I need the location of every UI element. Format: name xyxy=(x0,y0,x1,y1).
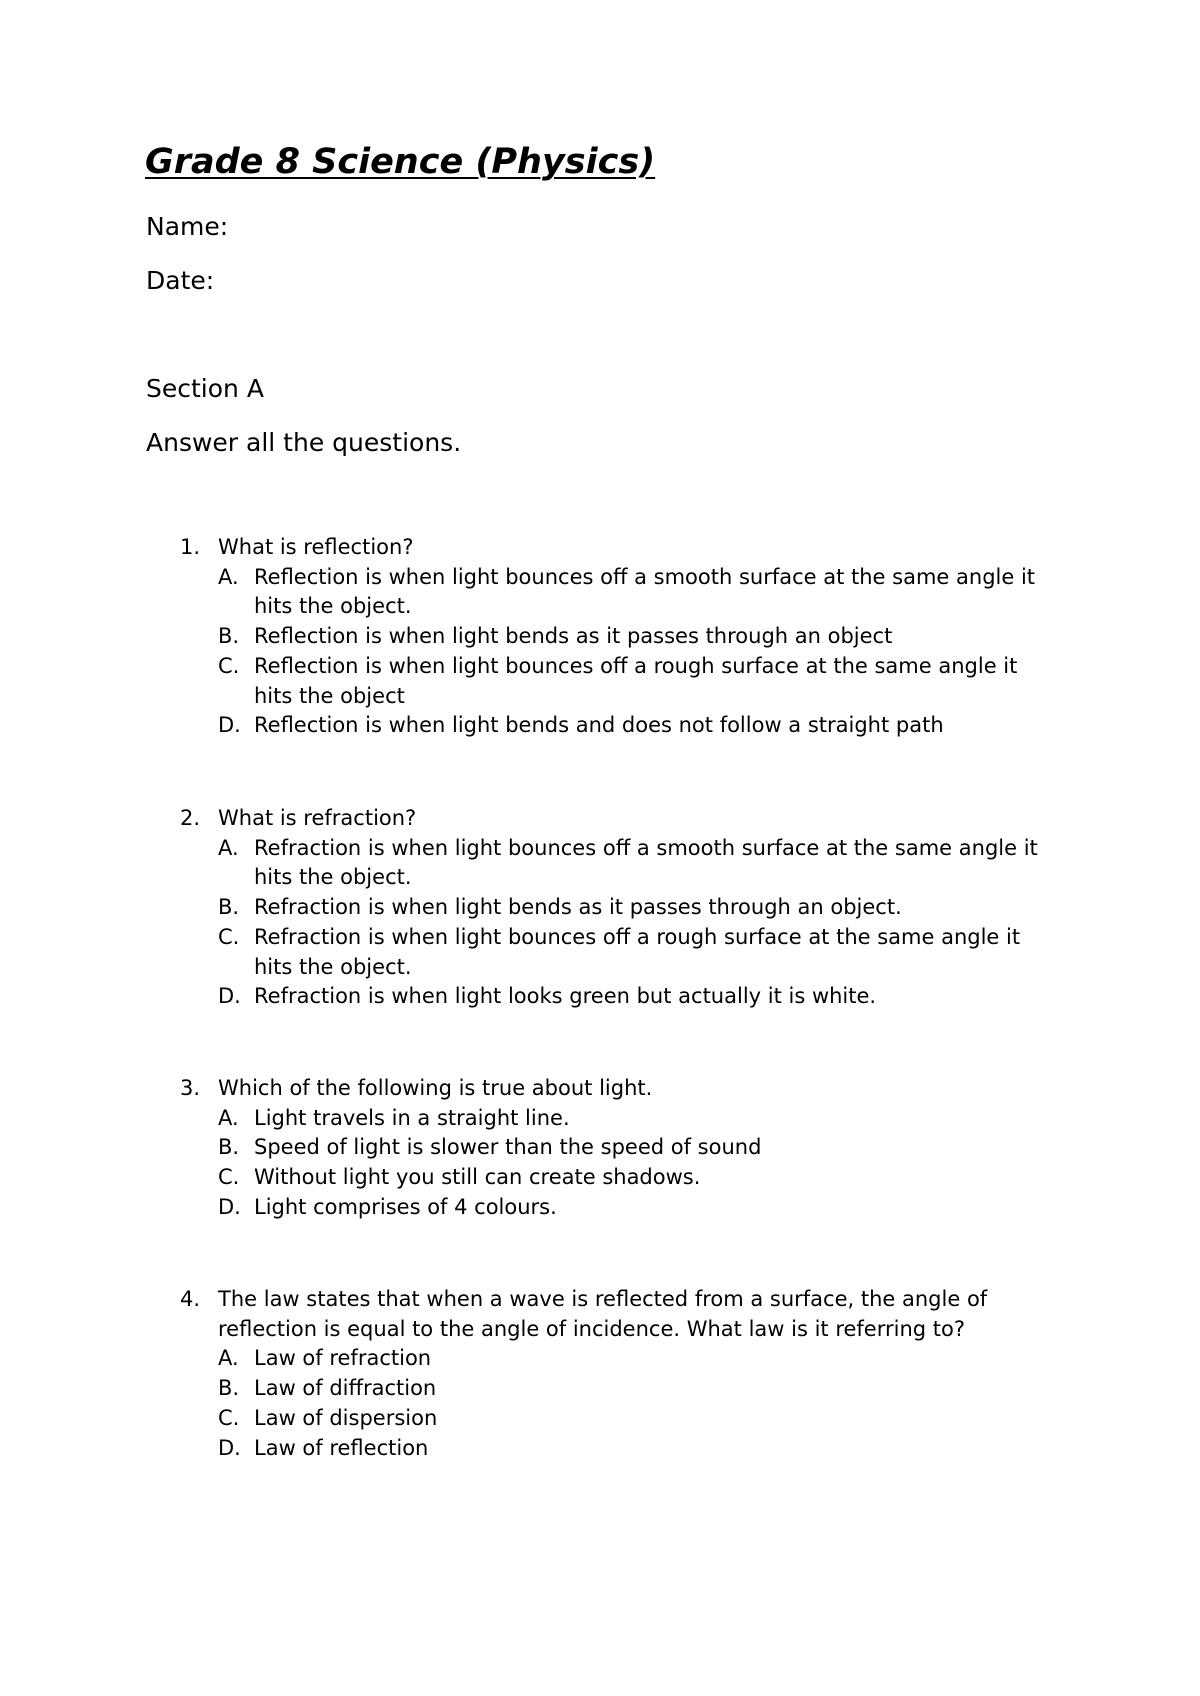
question-3 xyxy=(180,1074,1060,1223)
option-a xyxy=(218,563,1060,622)
option-text: Law of diffraction xyxy=(254,1376,437,1401)
option-a xyxy=(218,834,1060,893)
option-d xyxy=(218,1193,1060,1223)
option-text: Refraction is when light bounces off a smooth surface at the same angle it hits the object. xyxy=(254,835,1038,890)
option-text: Without light you still can create shadows. xyxy=(254,1165,701,1190)
page-title: Grade 8 Science (Physics) xyxy=(145,142,656,182)
option-letter: A. xyxy=(218,1346,239,1371)
option-letter: C. xyxy=(218,1405,240,1430)
option-text: Law of reflection xyxy=(254,1435,429,1460)
option-list xyxy=(218,563,1060,741)
option-letter: C. xyxy=(218,653,240,678)
option-text: Refraction is when light bounces off a rough surface at the same angle it hits the object. xyxy=(254,924,1021,979)
name-label: Name: xyxy=(146,212,229,241)
option-letter: C. xyxy=(218,1165,240,1190)
option-d xyxy=(218,711,1060,741)
option-b xyxy=(218,1133,1060,1163)
question-text: The law states that when a wave is reflected from a surface, the angle of reflection is equal to the angle of incidence. What law is it referring to? xyxy=(218,1287,988,1341)
option-letter: D. xyxy=(218,713,241,738)
option-text: Light comprises of 4 colours. xyxy=(254,1194,557,1219)
option-b xyxy=(218,1374,1060,1404)
option-letter: B. xyxy=(218,1376,240,1401)
option-c xyxy=(218,1163,1060,1193)
option-a xyxy=(218,1344,1060,1374)
option-letter: D. xyxy=(218,1194,241,1219)
option-a xyxy=(218,1104,1060,1134)
option-text: Speed of light is slower than the speed of sound xyxy=(254,1135,762,1160)
option-letter: B. xyxy=(218,1135,240,1160)
question-text: Which of the following is true about light. xyxy=(218,1076,653,1100)
option-letter: B. xyxy=(218,895,240,920)
option-letter: A. xyxy=(218,835,239,860)
option-letter: A. xyxy=(218,1105,239,1130)
option-text: Reflection is when light bounces off a rough surface at the same angle it hits the object xyxy=(254,653,1018,708)
question-number: 4. xyxy=(180,1287,201,1311)
option-text: Law of refraction xyxy=(254,1346,432,1371)
option-letter: A. xyxy=(218,564,239,589)
option-d xyxy=(218,1434,1060,1464)
option-list xyxy=(218,1104,1060,1223)
option-text: Reflection is when light bends as it passes through an object xyxy=(254,624,893,649)
question-number: 2. xyxy=(180,806,201,830)
option-text: Light travels in a straight line. xyxy=(254,1105,570,1130)
date-label: Date: xyxy=(146,266,215,295)
option-letter: B. xyxy=(218,624,240,649)
question-text: What is refraction? xyxy=(218,806,417,830)
question-number: 3. xyxy=(180,1076,201,1100)
instructions: Answer all the questions. xyxy=(146,428,462,457)
option-list xyxy=(218,1344,1060,1463)
question-4 xyxy=(180,1285,1060,1463)
question-number: 1. xyxy=(180,535,201,559)
question-2 xyxy=(180,804,1060,1012)
option-c xyxy=(218,923,1060,982)
option-letter: C. xyxy=(218,924,240,949)
option-text: Law of dispersion xyxy=(254,1405,438,1430)
question-text: What is reflection? xyxy=(218,535,414,559)
option-text: Reflection is when light bounces off a smooth surface at the same angle it hits the object. xyxy=(254,564,1036,619)
option-text: Refraction is when light looks green but actually it is white. xyxy=(254,984,877,1009)
option-text: Reflection is when light bends and does not follow a straight path xyxy=(254,713,944,738)
option-text: Refraction is when light bends as it passes through an object. xyxy=(254,895,902,920)
option-c xyxy=(218,1404,1060,1434)
option-b xyxy=(218,893,1060,923)
option-d xyxy=(218,982,1060,1012)
option-c xyxy=(218,652,1060,711)
section-heading: Section A xyxy=(146,374,264,403)
option-letter: D. xyxy=(218,984,241,1009)
option-letter: D. xyxy=(218,1435,241,1460)
question-1 xyxy=(180,533,1060,741)
option-b xyxy=(218,622,1060,652)
option-list xyxy=(218,834,1060,1012)
